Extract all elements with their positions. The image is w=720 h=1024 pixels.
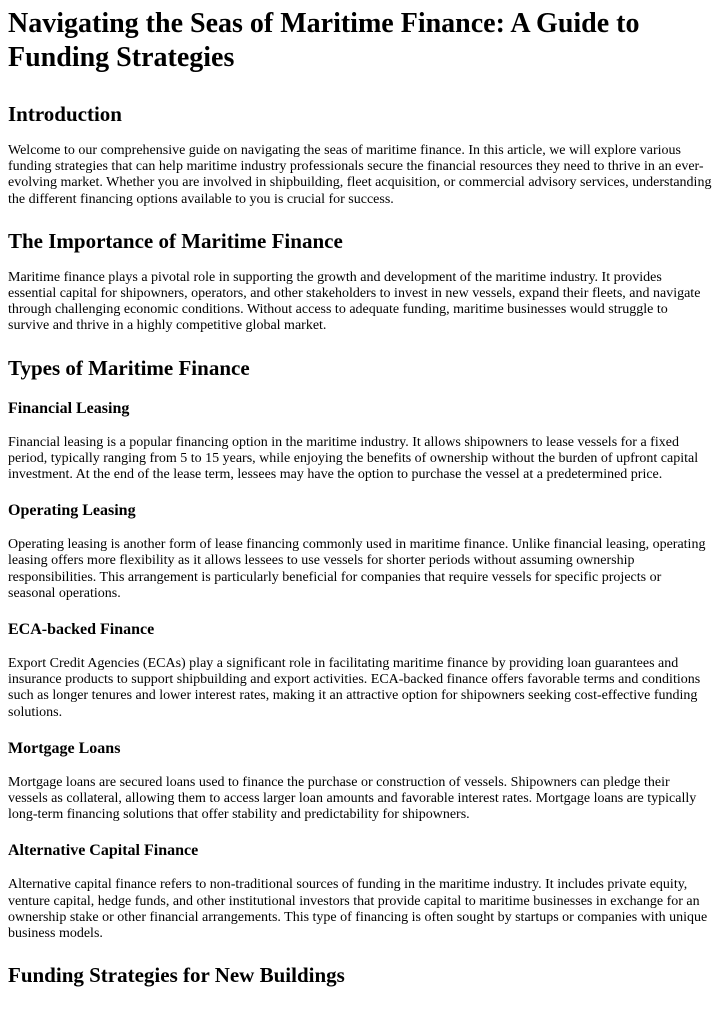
alternative-capital-finance-paragraph: Alternative capital finance refers to non-traditional sources of funding in the maritime industry. It includes private equity, venture capital, hedge funds, and other institutional investors that provide capital to maritime businesses in exchange for an ownership stake or other financial arrangements. This type of financing is often sought by startups or companies with unique business models. <box>8 877 708 942</box>
subheading-operating-leasing: Operating Leasing <box>8 502 136 520</box>
subheading-mortgage-loans: Mortgage Loans <box>8 739 121 757</box>
page-title: Navigating the Seas of Maritime Finance: A Guide to Funding Strategies <box>8 8 640 73</box>
subheading-financial-leasing: Financial Leasing <box>8 399 130 417</box>
eca-backed-finance-paragraph: Export Credit Agencies (ECAs) play a significant role in facilitating maritime finance by providing loan guarantees and insurance products to support shipbuilding and export activities. ECA-backed finance offers favorable terms and conditions such as longer tenures and lower interest rates, making it an attractive option for shipowners seeking cost-effective funding solutions. <box>8 656 701 720</box>
mortgage-loans-paragraph: Mortgage loans are secured loans used to finance the purchase or construction of vessels. Shipowners can pledge their vessels as collateral, allowing them to access larger loan amounts and favorable interest rates. Mortgage loans are typically long-term financing solutions that offer stability and predictability for shipowners. <box>8 774 697 823</box>
section-heading-types: Types of Maritime Finance <box>8 355 250 380</box>
subheading-alternative-capital-finance: Alternative Capital Finance <box>8 842 199 860</box>
section-heading-new-buildings: Funding Strategies for New Buildings <box>8 963 345 988</box>
section-heading-introduction: Introduction <box>8 102 122 126</box>
introduction-paragraph: Welcome to our comprehensive guide on navigating the seas of maritime finance. In this article, we will explore various funding strategies that can help maritime industry professionals secure the financial resources they need to thrive in an ever-evolving market. Whether you are involved in shipbuilding, fleet acquisition, or commercial advisory services, understanding the different financing options available to you is crucial for success. <box>8 143 712 207</box>
subheading-eca-backed-finance: ECA-backed Finance <box>8 621 155 639</box>
section-heading-importance: The Importance of Maritime Finance <box>8 228 343 253</box>
operating-leasing-paragraph: Operating leasing is another form of lease financing commonly used in maritime finance. Unlike financial leasing, operating leasing offers more flexibility as it allows lessees to use vessels for shorter periods without assuming ownership responsibilities. This arrangement is particularly beneficial for companies that require vessels for specific projects or seasonal operations. <box>8 537 706 601</box>
importance-paragraph: Maritime finance plays a pivotal role in supporting the growth and development of the maritime industry. It provides essential capital for shipowners, operators, and other stakeholders to invest in new vessels, expand their fleets, and navigate through challenging economic conditions. Without access to adequate funding, maritime businesses would struggle to survive and thrive in a highly competitive global market. <box>8 269 701 334</box>
financial-leasing-paragraph: Financial leasing is a popular financing option in the maritime industry. It allows shipowners to lease vessels for a fixed period, typically ranging from 5 to 15 years, while enjoying the benefits of ownership without the burden of upfront capital investment. At the end of the lease term, lessees may have the option to purchase the vessel at a predetermined price. <box>8 434 699 483</box>
article <box>0 7 720 988</box>
